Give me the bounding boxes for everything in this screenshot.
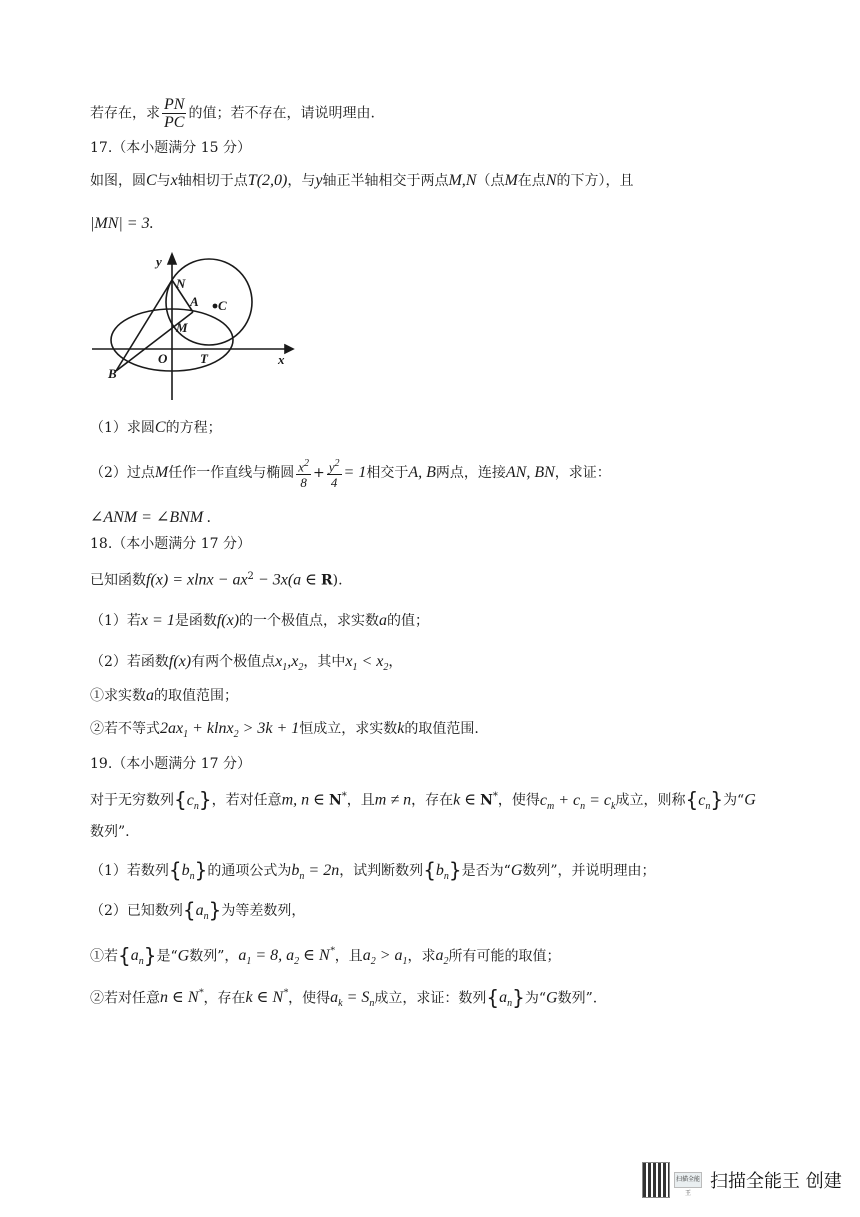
q19-part1: （1）若数列$\{b_n\}$的通项公式为$b_n = 2n$，试判断数列$\{b_n\}$是否为“G数列”，并说明理由； — [90, 858, 656, 883]
center-point — [213, 304, 218, 309]
q19-sub1: ①若$\{a_n\}$是“G数列”，$a_1 = 8$, $a_2$ ∈ N*，且$a_2 > a_1$，求$a_2$所有可能的取值； — [90, 943, 561, 968]
q16-tail-line — [90, 96, 375, 131]
t-label: T — [200, 351, 208, 366]
q18-sub1: ①求实数a的取值范围； — [90, 687, 238, 704]
n-label: N — [176, 276, 186, 291]
text: 若存在，求 — [90, 105, 160, 122]
q19-stem-cont: 数列”. — [90, 824, 130, 840]
c-label: C — [218, 298, 227, 313]
q19-heading: 19.（本小题满分 17 分） — [90, 756, 251, 772]
q18-stem: 已知函数$f(x) = xlnx - ax^2 - 3x(a$ ∈ R). — [90, 571, 343, 589]
y-axis-arrow — [168, 254, 176, 264]
qr-code-icon — [642, 1162, 670, 1198]
circle-ellipse-figure — [90, 248, 300, 408]
b-label: B — [108, 366, 117, 381]
q17-stem: 如图，圆C与x轴相切于点T(2,0)，与y轴正半轴相交于两点M,N（点M在点N的下方），且 — [90, 172, 634, 189]
scanner-logo: 扫描全能王 — [674, 1172, 702, 1188]
q18-sub2: ②若不等式$2ax_1 + klnx_2 > 3k + 1$恒成立，求实数k的取值范围. — [90, 720, 479, 741]
q17-part2: （2）过点M任作一作直线与椭圆 $\frac{x^2}{8}$ + $\frac{y^2}{4}$ = 1相交于A, B两点，连接AN, BN，求证： — [90, 458, 611, 491]
fraction-pn-pc: $\frac{PN}{PC}$ — [164, 96, 185, 131]
fraction-y2-4: $\frac{y^2}{4}$ — [328, 458, 340, 491]
q18-heading: 18.（本小题满分 17 分） — [90, 536, 251, 552]
q18-part2: （2）若函数f(x)有两个极值点$x_1,x_2$，其中$x_1 < x_2$， — [90, 653, 403, 674]
text: 的值；若不存在，请说明理由. — [188, 105, 375, 122]
y-label: y — [156, 254, 162, 269]
x-axis-arrow — [285, 345, 293, 353]
q17-part1: （1）求圆C的方程； — [90, 419, 222, 436]
q19-stem: 对于无穷数列$\{c_n\}$，若对任意m, n ∈ N*，且m ≠ n，存在k ∈ N*，使得$c_m + c_n = c_k$成立，则称$\{c_n\}$为“G — [90, 787, 756, 812]
m-label: M — [176, 320, 188, 335]
q19-part2: （2）已知数列$\{a_n\}$为等差数列， — [90, 898, 306, 923]
scanner-watermark — [642, 1160, 842, 1200]
q18-part1: （1）若x = 1是函数f(x)的一个极值点，求实数a的值； — [90, 612, 430, 629]
a-label: A — [190, 294, 199, 309]
x-label: x — [278, 352, 285, 367]
q17-heading: 17.（本小题满分 15 分） — [90, 140, 251, 156]
q19-sub2: ②若对任意n ∈ N*，存在k ∈ N*，使得$a_k = S_n$成立，求证：数列$\{a_n\}$为“G数列”. — [90, 985, 598, 1010]
q17-mn-condition: |MN| = 3. — [90, 215, 154, 232]
q17-angle-conclusion: ∠ANM = ∠BNM . — [90, 509, 212, 526]
fraction-x2-8: $\frac{x^2}{8}$ — [298, 458, 310, 491]
scanner-label: 扫描全能王 创建 — [710, 1171, 842, 1192]
o-label: O — [158, 351, 168, 366]
